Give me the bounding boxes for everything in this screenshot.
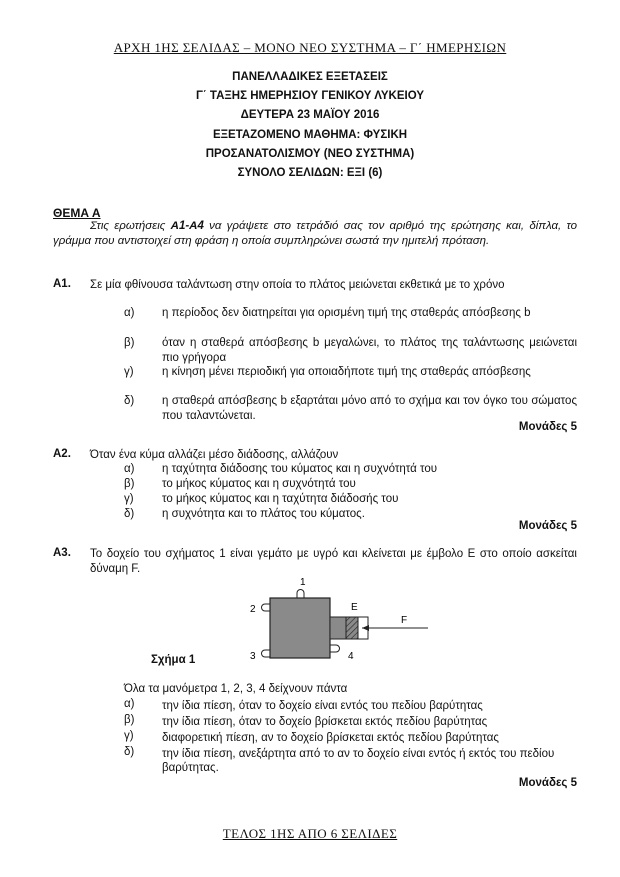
option-text: την ίδια πίεση, όταν το δοχείο είναι εντός του πεδίου βαρύτητας bbox=[162, 700, 483, 712]
option-text: όταν η σταθερά απόσβεσης b μεγαλώνει, το πλάτος της ταλάντωσης μειώνεται πιο γρήγορα bbox=[162, 337, 577, 364]
page-footer-text: ΤΕΛΟΣ 1ΗΣ ΑΠΟ 6 ΣΕΛΙΔΕΣ bbox=[222, 826, 398, 841]
marks-a3: Μονάδες 5 bbox=[518, 777, 577, 789]
option-letter: α) bbox=[124, 463, 135, 475]
option-text: η περίοδος δεν διατηρείται για ορισμένη τιμή της σταθεράς απόσβεσης b bbox=[162, 307, 531, 319]
piston bbox=[346, 617, 358, 639]
question-number-a1: Α1. bbox=[53, 278, 71, 290]
title-line: ΠΡΟΣΑΝΑΤΟΛΙΣΜΟΥ (ΝΕΟ ΣΥΣΤΗΜΑ) bbox=[205, 147, 415, 160]
option-letter: δ) bbox=[124, 508, 135, 520]
a3-lead: Όλα τα μανόμετρα 1, 2, 3, 4 δείχνουν πάντα bbox=[124, 683, 348, 695]
option-text: η ταχύτητα διάδοσης του κύματος και η συχνότητά του bbox=[162, 463, 438, 475]
option-text: διαφορετική πίεση, αν το δοχείο βρίσκεται εκτός πεδίου βαρύτητας bbox=[162, 732, 499, 744]
title-line: ΕΞΕΤΑΖΟΜΕΝΟ ΜΑΘΗΜΑ: ΦΥΣΙΚΗ bbox=[212, 128, 408, 141]
marks-a2: Μονάδες 5 bbox=[518, 520, 577, 532]
gauge-4-icon bbox=[330, 645, 340, 652]
option-letter: β) bbox=[124, 478, 135, 490]
option-letter: γ) bbox=[124, 366, 134, 378]
gauge-1-label: 1 bbox=[300, 577, 306, 588]
title-line: ΔΕΥΤΕΡΑ 23 ΜΑΪΟΥ 2016 bbox=[240, 109, 380, 122]
instructions-post: να γράψετε στο τετράδιό σας τον αριθμό της ερώτησης και, δίπλα, το γράμμα που αντιστοιχεί στη φράση η οποία συμπληρώνει σωστά την ημιτελή πρόταση. bbox=[53, 220, 578, 247]
container-figure bbox=[240, 574, 440, 669]
instructions bbox=[53, 219, 577, 249]
piston-label: E bbox=[351, 602, 358, 613]
gauge-3-label: 3 bbox=[250, 651, 256, 662]
option-text: την ίδια πίεση, ανεξάρτητα από το αν το δοχείο είναι εντός ή εκτός του πεδίου βαρύτητας. bbox=[162, 748, 555, 774]
gauge-3-icon bbox=[262, 650, 271, 657]
option-text: το μήκος κύματος και η ταχύτητα διάδοσής του bbox=[162, 493, 399, 505]
title-line: ΠΑΝΕΛΛΑΔΙΚΕΣ ΕΞΕΤΑΣΕΙΣ bbox=[232, 71, 388, 83]
option-text: η κίνηση μένει περιοδική για οποιαδήποτε τιμή της σταθεράς απόσβεσης bbox=[162, 366, 531, 378]
question-stem-a3: Το δοχείο του σχήματος 1 είναι γεμάτο με υγρό και κλείνεται με έμβολο Ε στο οποίο ασκείται δύναμη F. bbox=[90, 548, 577, 575]
figure-caption: Σχήμα 1 bbox=[151, 654, 196, 666]
gauge-4-label: 4 bbox=[348, 651, 354, 662]
page-footer bbox=[0, 826, 620, 842]
force-label: F bbox=[401, 615, 408, 626]
gauge-2-icon bbox=[262, 604, 271, 611]
option-letter: γ) bbox=[124, 730, 134, 742]
option-letter: β) bbox=[124, 714, 135, 726]
gauge-2-label: 2 bbox=[250, 604, 256, 615]
title-line: Γ΄ ΤΑΞΗΣ ΗΜΕΡΗΣΙΟΥ ΓΕΝΙΚΟΥ ΛΥΚΕΙΟΥ bbox=[195, 90, 425, 103]
question-number-a3: Α3. bbox=[53, 547, 71, 559]
question-stem-a1: Σε μία φθίνουσα ταλάντωση στην οποία το πλάτος μειώνεται εκθετικά με το χρόνο bbox=[90, 279, 505, 291]
option-letter: δ) bbox=[124, 746, 135, 758]
option-letter: β) bbox=[124, 337, 135, 349]
page-header bbox=[0, 40, 620, 56]
option-text: την ίδια πίεση, όταν το δοχείο βρίσκεται εκτός πεδίου βαρύτητας bbox=[162, 716, 488, 728]
option-letter: α) bbox=[124, 698, 135, 710]
gauge-1-icon bbox=[297, 590, 304, 599]
question-stem-a2: Όταν ένα κύμα αλλάζει μέσο διάδοσης, αλλάζουν bbox=[90, 449, 339, 461]
option-letter: δ) bbox=[124, 395, 135, 407]
option-text: η σταθερά απόσβεσης b εξαρτάται μόνο από το σχήμα και τον όγκο του σώματος που ταλαντώνεται. bbox=[162, 395, 577, 422]
question-number-a2: Α2. bbox=[53, 448, 71, 460]
title-line: ΣΥΝΟΛΟ ΣΕΛΙΔΩΝ: ΕΞΙ (6) bbox=[237, 166, 383, 179]
option-letter: α) bbox=[124, 307, 135, 319]
vessel bbox=[270, 598, 330, 658]
page-header-text: ΑΡΧΗ 1ΗΣ ΣΕΛΙΔΑΣ – ΜΟΝΟ ΝΕΟ ΣΥΣΤΗΜΑ – Γ΄ ΗΜΕΡΗΣΙΩΝ bbox=[113, 40, 507, 55]
exam-title-block bbox=[0, 68, 620, 183]
option-letter: γ) bbox=[124, 493, 134, 505]
option-text: το μήκος κύματος και η συχνότητά του bbox=[162, 478, 356, 490]
marks-a1: Μονάδες 5 bbox=[518, 421, 577, 433]
instructions-pre: Στις ερωτήσεις bbox=[90, 220, 171, 232]
option-text: η συχνότητα και το πλάτος του κύματος. bbox=[162, 508, 365, 520]
theme-heading: ΘΕΜΑ Α bbox=[53, 206, 101, 220]
instructions-bold: Α1-Α4 bbox=[170, 220, 204, 232]
